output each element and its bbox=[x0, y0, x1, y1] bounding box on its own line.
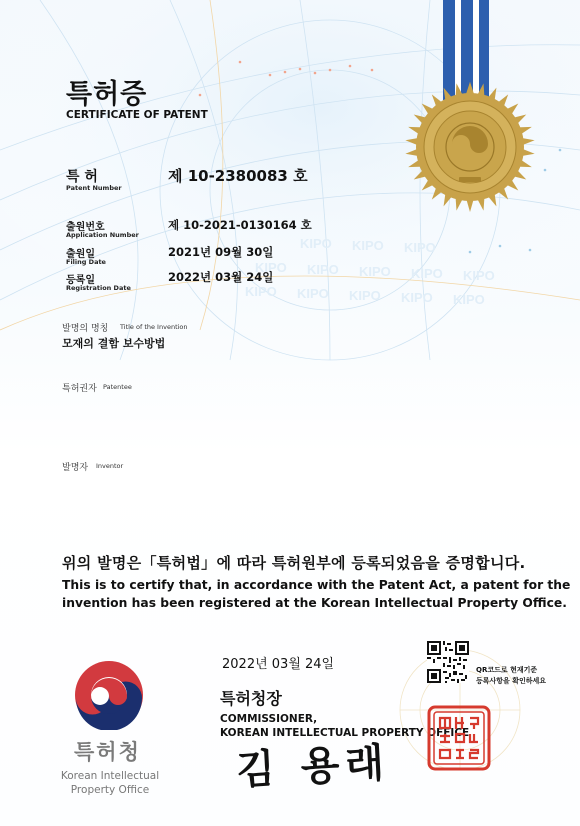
invention-title: 모재의 결함 보수방법 bbox=[62, 337, 166, 350]
invention-label-en: Title of the Invention bbox=[120, 323, 188, 331]
commissioner-title-ko: 특허청장 bbox=[220, 689, 282, 708]
certification-statement-en-2: invention has been registered at the Korean Intellectual Property Office. bbox=[62, 596, 567, 610]
svg-text:KIPO: KIPO bbox=[411, 266, 443, 281]
certificate-title: 특허증 bbox=[66, 79, 148, 110]
svg-text:KIPO: KIPO bbox=[349, 288, 381, 303]
qr-instruction-2: 등록사항을 확인하세요 bbox=[476, 677, 547, 685]
application-number-value: 제 10-2021-0130164 호 bbox=[168, 218, 312, 232]
inventor-label-en: Inventor bbox=[96, 462, 124, 470]
svg-text:KIPO: KIPO bbox=[359, 264, 391, 279]
commissioner-signature: 김 용래 bbox=[235, 739, 392, 794]
kipo-name-en-2: Property Office bbox=[70, 784, 150, 796]
svg-text:KIPO: KIPO bbox=[297, 286, 329, 301]
filing-date-value: 2021년 09월 30일 bbox=[168, 245, 274, 259]
certification-statement-ko: 위의 발명은「특허법」에 따라 특허원부에 등록되었음을 증명합니다. bbox=[62, 554, 526, 572]
certification-statement-en-1: This is to certify that, in accordance with the Patent Act, a patent for the bbox=[62, 578, 571, 592]
official-stamp-icon bbox=[426, 704, 492, 772]
inventor-label: 발명자 bbox=[62, 463, 89, 473]
filing-date-label-en: Filing Date bbox=[66, 258, 106, 266]
svg-text:KIPO: KIPO bbox=[453, 292, 485, 307]
svg-text:KIPO: KIPO bbox=[300, 236, 332, 251]
issue-date: 2022년 03월 24일 bbox=[222, 657, 335, 672]
filing-date-label: 출원일 bbox=[66, 249, 95, 260]
patent-number-value: 제 10-2380083 호 bbox=[168, 167, 308, 185]
registration-date-value: 2022년 03월 24일 bbox=[168, 270, 274, 284]
qr-code[interactable] bbox=[427, 641, 469, 683]
kipo-name-ko: 특허청 bbox=[74, 740, 141, 764]
svg-text:KIPO: KIPO bbox=[307, 262, 339, 277]
kipo-name-en-1: Korean Intellectual bbox=[60, 770, 160, 782]
application-number-label-en: Application Number bbox=[66, 231, 139, 239]
svg-text:KIPO: KIPO bbox=[463, 268, 495, 283]
certificate-subtitle: CERTIFICATE OF PATENT bbox=[66, 109, 208, 121]
svg-text:KIPO: KIPO bbox=[245, 284, 277, 299]
patentee-label: 특허권자 bbox=[62, 384, 97, 394]
registration-date-label-en: Registration Date bbox=[66, 284, 131, 292]
patent-number-label: 특 허 bbox=[66, 169, 98, 185]
commissioner-title-en-1: COMMISSIONER, bbox=[220, 713, 318, 725]
gold-seal-icon bbox=[405, 82, 535, 212]
patentee-label-en: Patentee bbox=[103, 383, 132, 391]
invention-label: 발명의 명칭 bbox=[62, 324, 109, 334]
patent-number-label-en: Patent Number bbox=[66, 184, 122, 192]
kipo-logo-icon bbox=[74, 660, 144, 730]
svg-text:KIPO: KIPO bbox=[401, 290, 433, 305]
svg-text:KIPO: KIPO bbox=[255, 260, 287, 275]
commissioner-title-en-2: KOREAN INTELLECTUAL PROPERTY OFFICE bbox=[220, 727, 470, 739]
qr-instruction-1: QR코드로 현재기준 bbox=[476, 666, 538, 674]
application-number-label: 출원번호 bbox=[66, 222, 105, 233]
registration-date-label: 등록일 bbox=[66, 275, 95, 286]
svg-text:KIPO: KIPO bbox=[352, 238, 384, 253]
svg-text:KIPO: KIPO bbox=[404, 240, 436, 255]
